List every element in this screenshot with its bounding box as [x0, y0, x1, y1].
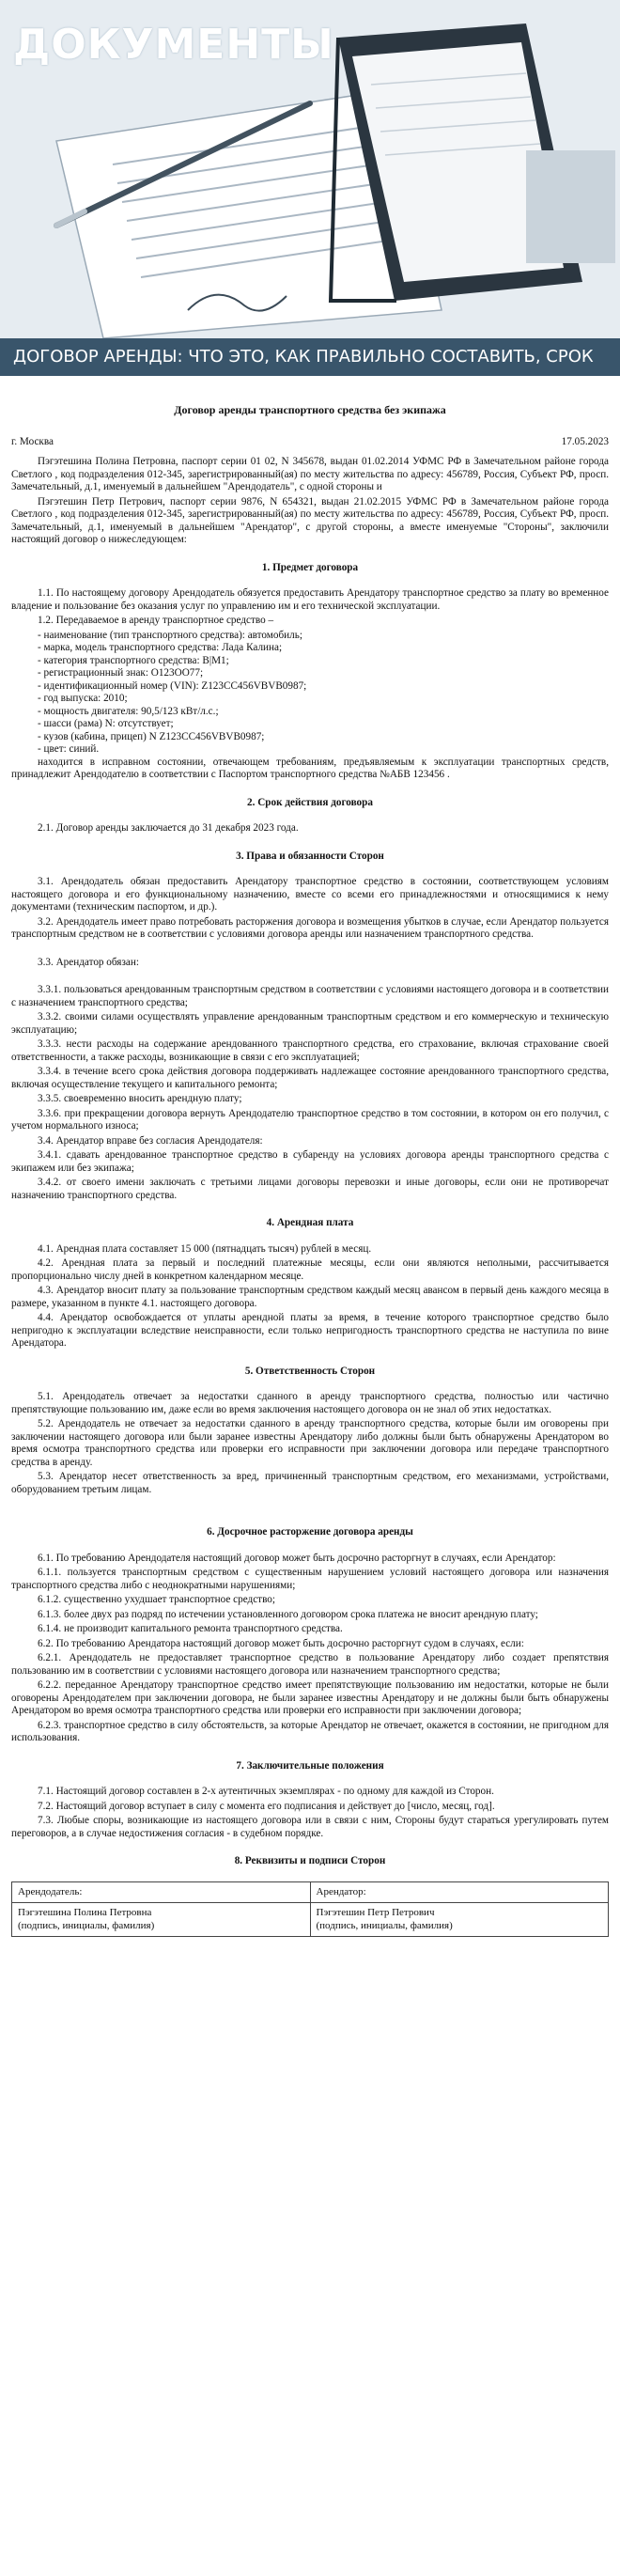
landlord-header: Арендодатель:	[12, 1881, 311, 1903]
header-banner	[0, 0, 620, 376]
clause: 7.1. Настоящий договор составлен в 2-х аутентичных экземплярах - по одному для каждой из Сторон.	[38, 1786, 494, 1797]
place-date-row	[11, 436, 609, 449]
clause: 5.3. Арендатор несет ответственность за вред, причиненный транспортным средством, его механизмами, устройствами, оборудованием третьим лицам.	[11, 1471, 609, 1495]
landlord-name: Пэгэтешина Полина Петровна	[18, 1907, 152, 1918]
tenant-signature	[310, 1903, 609, 1937]
section-heading: 3. Права и обязанности Сторон	[236, 850, 384, 862]
clause: 3.1. Арендодатель обязан предоставить Арендатору транспортное средство в состоянии, соответствующем условиям настоящего договора и его функциональному назначению, вместе со всеми его принадлежностями и относящимися к нему документами (техническим паспортом, и др.).	[11, 876, 609, 913]
tenant-header: Арендатор:	[310, 1881, 609, 1903]
clause: находится в исправном состоянии, отвечающем требованиям, предъявляемым к эксплуатации транспортных средств, принадлежит Арендодателю в соответствии с Паспортом транспортного средства №АБВ 123456 .	[11, 756, 609, 780]
clause: 7.3. Любые споры, возникающие из настоящего договора или в связи с ним, Стороны будут стараться урегулировать путем переговоров, а в случае недостижения согласия - в судебном порядке.	[11, 1815, 609, 1839]
intro-landlord: Пэгэтешина Полина Петровна, паспорт серии 01 02, N 345678, выдан 01.02.2014 УФМС РФ в Замечательном районе города Светлого , код подразделения 012-345, зарегистрированный(ая) по месту жительства по адресу: 456789, Россия, Субъект РФ, просп. Замечательный, д.1, именуемый в дальнейшем "Арендодатель", с одной стороны и	[11, 456, 609, 492]
landlord-signature	[12, 1903, 311, 1937]
clause: 6.2.2. переданное Арендатору транспортное средство имеет препятствующие пользованию им недостатки, которые не были оговорены Арендодателем при заключении договора, не были заранее известны Арендатору и не должны были быть обнаружены Арендатором во время осмотра транспортного средства или проверки его исправности при заключении договора;	[11, 1679, 609, 1716]
clause: 3.4.1. сдавать арендованное транспортное средство в субаренду на условиях договора аренды транспортного средства с экипажем или без экипажа;	[11, 1149, 609, 1174]
clause: 4.2. Арендная плата за первый и последний платежные месяцы, если они являются неполными, рассчитывается пропорционально числу дней в конкретном календарном месяце.	[11, 1257, 609, 1282]
clause: 3.3.4. в течение всего срока действия договора поддерживать надлежащее состояние арендованного транспортного средства, включая осуществление текущего и капитального ремонта;	[11, 1066, 609, 1090]
clause: 5.2. Арендодатель не отвечает за недостатки сданного в аренду транспортного средства, которые были им оговорены при заключении настоящего договора или были заранее известны Арендатору либо должны были быть обнаружены Арендатором во время осмотра транспортного средства или проверки его исправности при заключении договора или передаче транспортного средства в аренду.	[11, 1418, 609, 1468]
section-heading: 5. Ответственность Сторон	[244, 1365, 376, 1377]
clause: 6.1.4. не производит капитального ремонта транспортного средства.	[38, 1623, 343, 1634]
section-heading: 4. Арендная плата	[266, 1217, 354, 1228]
clause: 4.4. Арендатор освобождается от уплаты арендной платы за время, в течение которого транспортное средство было непригодно к эксплуатации вследствие неисправности, если только непригодность транспортного средства не наступила по вине Арендатора.	[11, 1312, 609, 1349]
tenant-name: Пэгэтешин Петр Петрович	[316, 1907, 435, 1918]
banner-subtitle: ДОГОВОР АРЕНДЫ: ЧТО ЭТО, КАК ПРАВИЛЬНО СОСТАВИТЬ, СРОК	[0, 338, 620, 376]
section-heading: 7. Заключительные положения	[236, 1759, 384, 1772]
tenant-note: (подпись, инициалы, фамилия)	[316, 1919, 453, 1931]
date: 17.05.2023	[561, 435, 609, 447]
clause: 7.2. Настоящий договор вступает в силу с момента его подписания и действует до [число, месяц, год].	[38, 1800, 495, 1812]
clause: 6.1.3. более двух раз подряд по истечении установленного договором срока платежа не вносит арендную плату;	[38, 1608, 538, 1620]
clause: 2.1. Договор аренды заключается до 31 декабря 2023 года.	[38, 822, 299, 834]
landlord-note: (подпись, инициалы, фамилия)	[18, 1919, 155, 1931]
list-item: - категория транспортного средства: B|M1;	[38, 654, 229, 666]
clause: 6.1.1. пользуется транспортным средством с существенным нарушением условий настоящего договора или назначения транспортного средства либо с неоднократными нарушениями;	[11, 1567, 609, 1591]
clause: 3.3.1. пользоваться арендованным транспортным средством в соответствии с условиями настоящего договора и в соответствии с назначением транспортного средства;	[11, 984, 609, 1008]
vehicle-list	[11, 630, 609, 757]
clause: 6.1.2. существенно ухудшает транспортное средство;	[38, 1594, 275, 1605]
clause: 6.2.3. транспортное средство в силу обстоятельств, за которые Арендатор не отвечает, окажется в состоянии, не пригодном для использования.	[11, 1719, 609, 1743]
clause: 3.3.2. своими силами осуществлять управление арендованным транспортным средством и его коммерческую и техническую эксплуатацию;	[11, 1011, 609, 1036]
banner-title: ДОКУМЕНТЫ	[13, 21, 334, 69]
clause: 6.1. По требованию Арендодателя настоящий договор может быть досрочно расторгнут в случаях, если Арендатор:	[38, 1552, 556, 1564]
list-item: - марка, модель транспортного средства: Лада Калина;	[38, 642, 283, 653]
list-item: - шасси (рама) N: отсутствует;	[38, 718, 174, 729]
section-heading: 2. Срок действия договора	[247, 796, 373, 808]
clause: 4.3. Арендатор вносит плату за пользование транспортным средством каждый месяц авансом в первый день каждого месяца в размере, указанном в пункте 4.1. настоящего договора.	[11, 1285, 609, 1309]
clause: 3.3.6. при прекращении договора вернуть Арендодателю транспортное средство в том состоянии, в котором он его получил, с учетом нормального износа;	[11, 1107, 609, 1132]
list-item: - регистрационный знак: О123ОО77;	[38, 667, 204, 679]
clause: 3.3.5. своевременно вносить арендную плату;	[38, 1093, 242, 1104]
section-heading: 1. Предмет договора	[261, 561, 359, 573]
clause: 5.1. Арендодатель отвечает за недостатки сданного в аренду транспортного средства, полностью или частично препятствующие пользованию им, даже если во время заключения настоящего договора он не знал об этих недостатках.	[11, 1391, 609, 1415]
clause: 3.3.3. нести расходы на содержание арендованного транспортного средства, его страхование, включая страхование своей ответственности, а также расходы, возникающие в связи с его эксплуатацией;	[11, 1038, 609, 1063]
list-item: - цвет: синий.	[38, 743, 100, 755]
signature-table	[11, 1881, 609, 1938]
list-item: - год выпуска: 2010;	[38, 693, 128, 704]
document-body	[11, 391, 609, 1937]
clause: 3.2. Арендодатель имеет право потребовать расторжения договора и возмещения убытков в случае, если Арендатор пользуется транспортным средством не в соответствии с условиями договора аренды или назначением транспортного средства.	[11, 915, 609, 940]
document-page	[0, 376, 620, 2576]
list-item: - идентификационный номер (VIN): Z123CC456VBVB0987;	[38, 679, 307, 692]
section-heading: 8. Реквизиты и подписи Сторон	[234, 1855, 386, 1866]
clause: 4.1. Арендная плата составляет 15 000 (пятнадцать тысяч) рублей в месяц.	[38, 1242, 372, 1255]
document-title: Договор аренды транспортного средства без экипажа	[174, 403, 446, 416]
clause: 6.2.1. Арендодатель не предоставляет транспортное средство в пользование Арендатору либо создает препятствия пользованию им в соответствии с условиями настоящего договора или назначением транспортного средства;	[11, 1652, 609, 1677]
clause: 1.1. По настоящему договору Арендодатель обязуется предоставить Арендатору транспортное средство за плату во временное владение и пользование без оказания услуг по управлению им и его технической эксплуатации.	[11, 587, 609, 612]
city: г. Москва	[11, 435, 54, 447]
clause: 3.4.2. от своего имени заключать с третьими лицами договоры перевозки и иные договоры, если они не противоречат назначению транспортного средства.	[11, 1177, 609, 1201]
list-item: - мощность двигателя: 90,5/123 кВт/л.с.;	[38, 705, 219, 717]
clause: 1.2. Передаваемое в аренду транспортное средство –	[38, 615, 274, 626]
intro-tenant: Пэгэтешин Петр Петрович, паспорт серии 9876, N 654321, выдан 21.02.2015 УФМС РФ в Замечательном районе города Светлого , код подразделения 012-345, зарегистрированный(ая) по месту жительства по адресу: 456789, Россия, Субъект РФ, просп. Замечательный, д.1, именуемый в дальнейшем "Арендатор", с другой стороны, а вместе именуемые "Стороны", заключили настоящий договор о нижеследующем:	[11, 495, 609, 545]
list-item: - наименование (тип транспортного средства): автомобиль;	[38, 629, 302, 641]
section-heading: 6. Досрочное расторжение договора аренды	[207, 1526, 413, 1538]
clause: 3.4. Арендатор вправе без согласия Арендодателя:	[38, 1134, 263, 1147]
list-item: - кузов (кабина, прицеп) N Z123CC456VBVB0987;	[38, 730, 265, 742]
clause: 3.3. Арендатор обязан:	[38, 956, 139, 968]
clause: 6.2. По требованию Арендатора настоящий договор может быть досрочно расторгнут судом в случаях, если:	[38, 1637, 524, 1649]
